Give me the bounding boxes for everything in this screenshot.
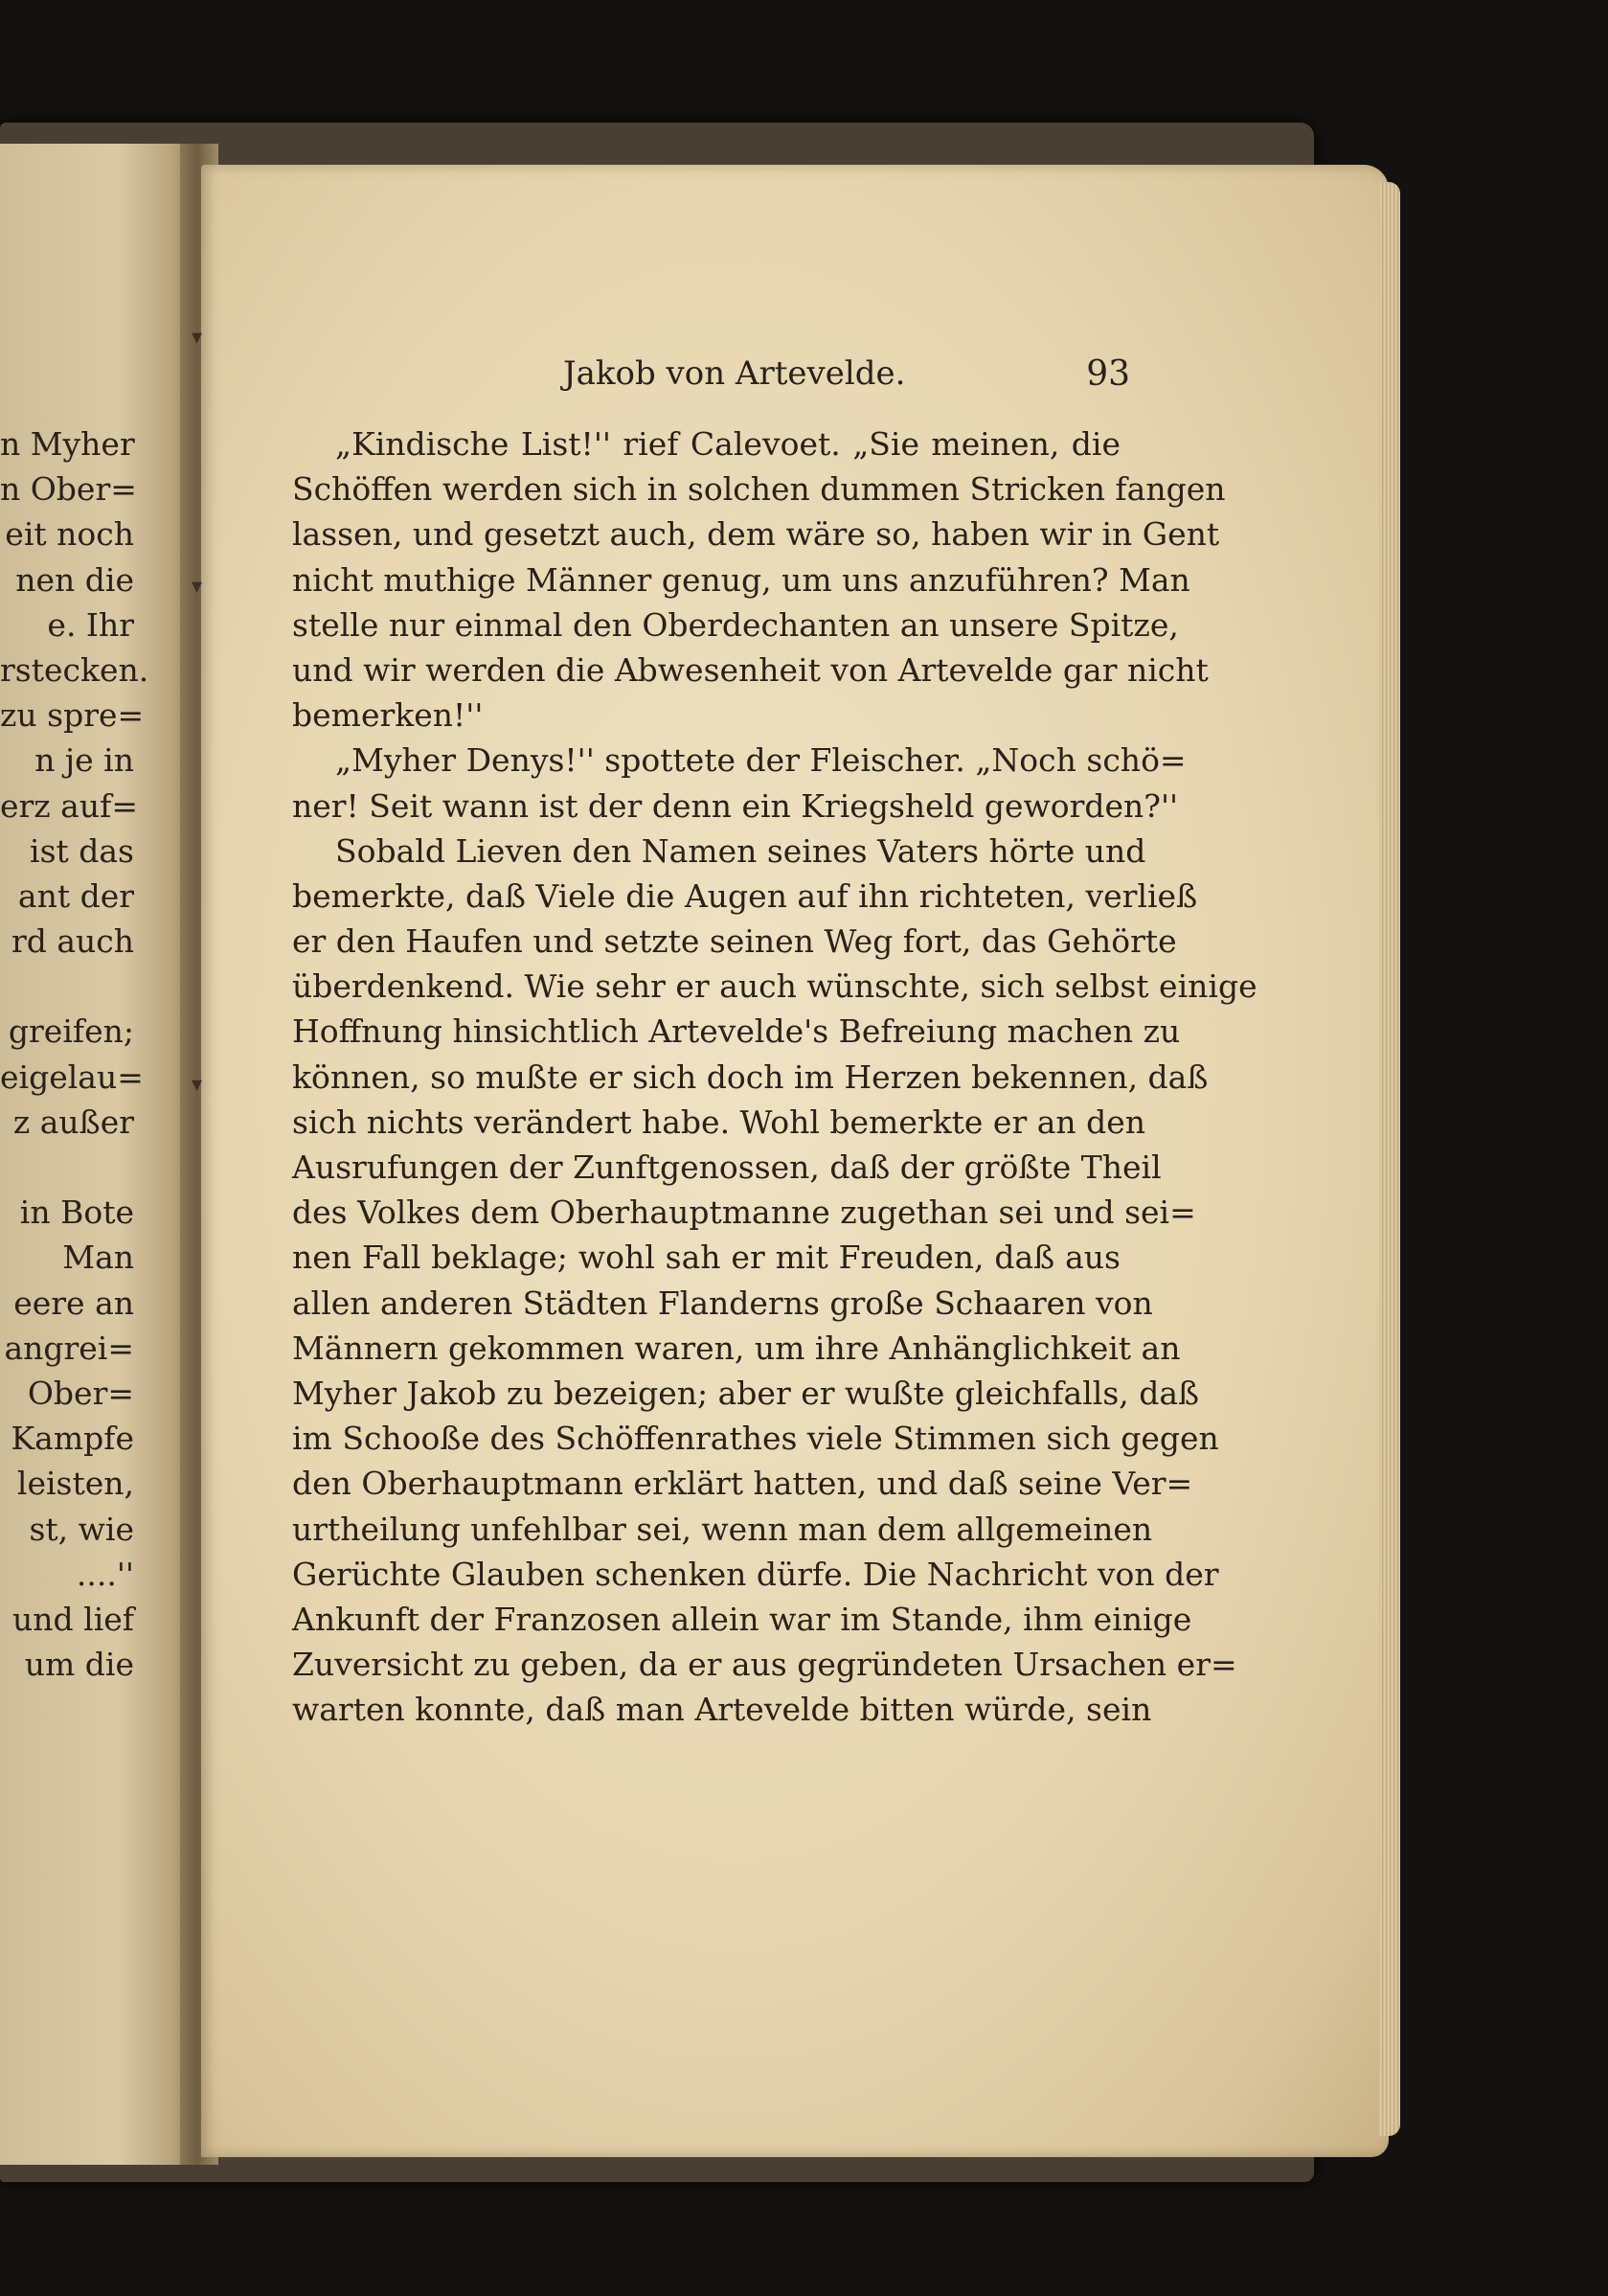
text-line: Myher Jakob zu bezeigen; aber er wußte gleichfalls, daß (292, 1374, 1200, 1412)
left-fragment-line: rstecken. (0, 650, 149, 689)
left-fragment-line: angrei= (4, 1329, 134, 1367)
text-line: bemerken!'' (292, 696, 484, 735)
text-line: und wir werden die Abwesenheit von Artevelde gar nicht (292, 650, 1209, 689)
text-line: lassen, und gesetzt auch, dem wäre so, haben wir in Gent (292, 515, 1220, 554)
left-fragment-line: eit noch (5, 515, 134, 554)
text-line: Zuversicht zu geben, da er aus gegründeten Ursachen er= (292, 1646, 1237, 1684)
text-line: allen anderen Städten Flanderns große Schaaren von (292, 1284, 1153, 1322)
left-fragment-line: ....'' (76, 1555, 134, 1593)
text-line: er den Haufen und setzte seinen Weg fort, das Gehörte (292, 922, 1177, 961)
text-line: „Myher Denys!'' spottete der Fleischer. „Noch schö= (335, 741, 1187, 780)
text-line: Sobald Lieven den Namen seines Vaters hörte und (335, 831, 1146, 870)
left-page-text-fragments (0, 421, 149, 1687)
left-fragment-line: zu spre= (0, 696, 145, 735)
left-fragment-line: eigelau= (0, 1057, 144, 1096)
left-fragment-line: n Ober= (0, 470, 137, 509)
left-fragment-line: erz auf= (0, 786, 138, 825)
left-fragment-line: und lief (12, 1600, 134, 1638)
text-line: bemerkte, daß Viele die Augen auf ihn richteten, verließ (292, 876, 1198, 915)
left-fragment-line: ant der (17, 876, 134, 915)
left-fragment-line (0, 964, 134, 1009)
text-line: ner! Seit wann ist der denn ein Kriegsheld geworden?'' (292, 786, 1179, 825)
text-line: warten konnte, daß man Artevelde bitten würde, sein (292, 1691, 1152, 1729)
text-line: Ausrufungen der Zunftgenossen, daß der größte Theil (292, 1148, 1162, 1186)
left-fragment-line: rd auch (11, 922, 134, 961)
text-line: Hoffnung hinsichtlich Artevelde's Befreiung machen zu (292, 1012, 1181, 1051)
left-fragment-line: n Myher (0, 425, 135, 463)
left-fragment-line: Man (62, 1239, 134, 1277)
left-fragment-line: e. Ihr (47, 605, 134, 644)
page-edges (1379, 182, 1400, 2136)
text-line: sich nichts verändert habe. Wohl bemerkte er an den (292, 1103, 1146, 1141)
left-fragment-line: n je in (34, 741, 134, 780)
text-line: stelle nur einmal den Oberdechanten an unsere Spitze, (292, 605, 1179, 644)
text-line: können, so mußte er sich doch im Herzen bekennen, daß (292, 1057, 1209, 1096)
text-line: Männern gekommen waren, um ihre Anhänglichkeit an (292, 1329, 1181, 1367)
left-fragment-line: Kampfe (11, 1420, 134, 1458)
left-fragment-line: leisten, (16, 1465, 134, 1503)
text-line: „Kindische List!'' rief Calevoet. „Sie meinen, die (335, 425, 1121, 463)
binding-mark: ▾ (192, 575, 203, 599)
left-fragment-line (0, 1145, 134, 1190)
left-fragment-line: z außer (12, 1103, 134, 1141)
text-line: im Schooße des Schöffenrathes viele Stimmen sich gegen (292, 1420, 1219, 1458)
left-fragment-line: st, wie (29, 1510, 134, 1548)
text-line: überdenkend. Wie sehr er auch wünschte, sich selbst einige (292, 967, 1257, 1006)
body-text (292, 421, 1257, 1732)
text-line: urtheilung unfehlbar sei, wenn man dem allgemeinen (292, 1510, 1153, 1548)
left-fragment-line: nen die (15, 560, 134, 599)
left-fragment-line: eere an (13, 1284, 134, 1322)
text-line: des Volkes dem Oberhauptmanne zugethan sei und sei= (292, 1193, 1196, 1232)
left-fragment-line: ist das (30, 831, 134, 870)
text-line: nicht muthige Männer genug, um uns anzuführen? Man (292, 560, 1190, 599)
page-number: 93 (1086, 354, 1130, 394)
left-fragment-line: um die (24, 1646, 134, 1684)
text-line: den Oberhauptmann erklärt hatten, und daß seine Ver= (292, 1465, 1193, 1503)
left-fragment-line: greifen; (8, 1012, 134, 1051)
text-line: nen Fall beklage; wohl sah er mit Freuden, daß aus (292, 1239, 1121, 1277)
text-line: Ankunft der Franzosen allein war im Stande, ihm einige (292, 1600, 1192, 1638)
running-title: Jakob von Artevelde. (563, 354, 906, 393)
binding-mark: ▾ (192, 326, 203, 350)
text-line: Gerüchte Glauben schenken dürfe. Die Nachricht von der (292, 1555, 1219, 1593)
text-line: Schöffen werden sich in solchen dummen Stricken fangen (292, 470, 1226, 509)
left-fragment-line: Ober= (27, 1374, 134, 1412)
left-fragment-line: in Bote (19, 1193, 134, 1232)
binding-mark: ▾ (192, 1073, 203, 1097)
